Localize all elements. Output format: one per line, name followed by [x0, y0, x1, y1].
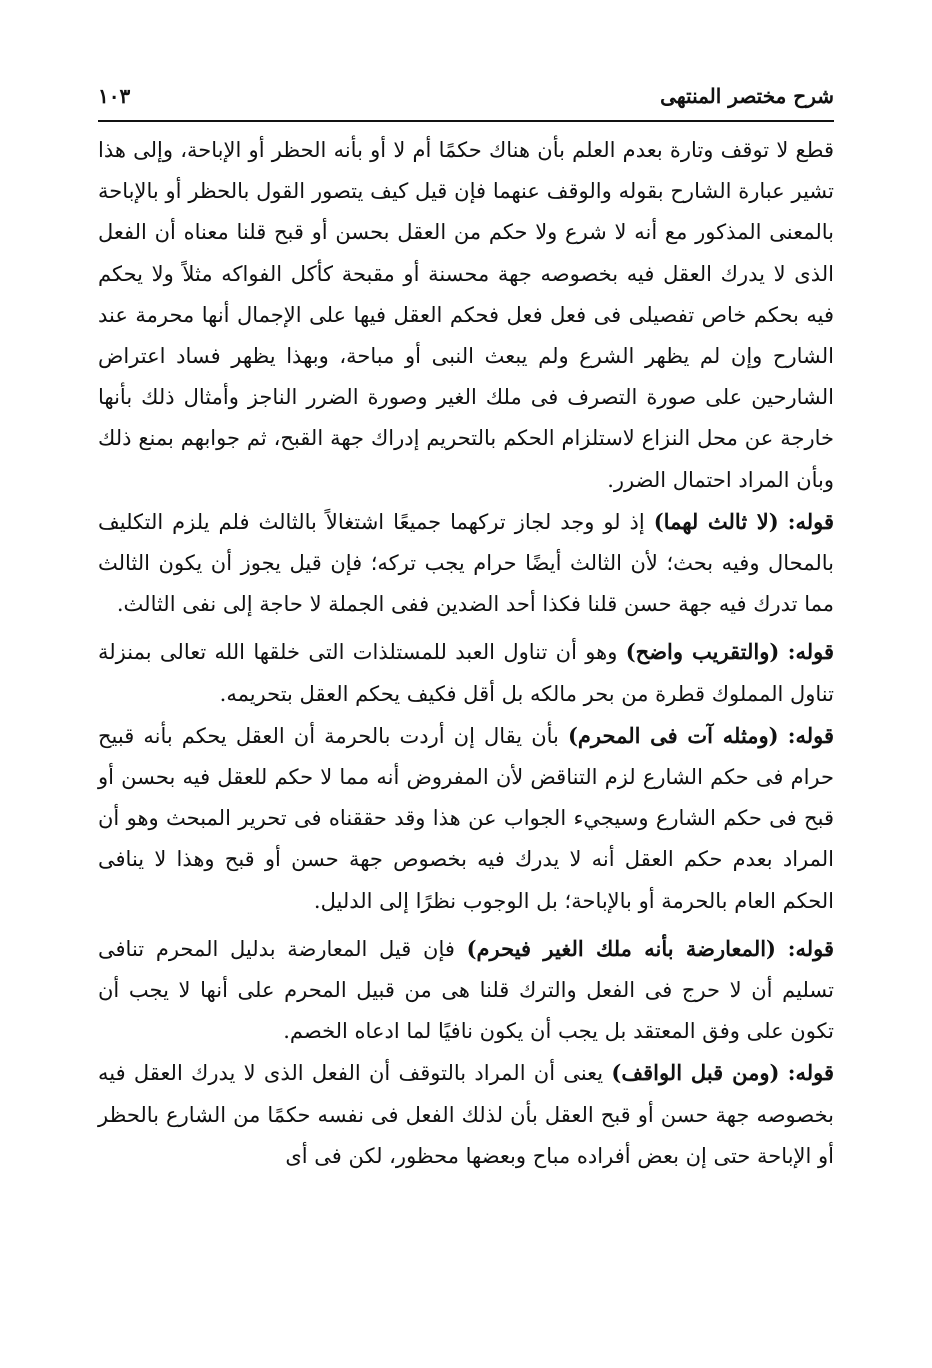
- paragraph: [98, 501, 834, 626]
- paragraph-text: يعنى أن المراد بالتوقف أن الفعل الذى لا يدرك العقل فيه بخصوصه جهة حسن أو قبح العقل بأن لذلك الفعل فى نفسه حكمًا من الشارع بالحظر أو الإباحة حتى إن بعض أفراده مباح وبعضها محظور، لكن فى أى: [98, 1061, 834, 1168]
- body-text: [98, 130, 834, 1177]
- header-title: شرح مختصر المنتهى: [660, 84, 834, 108]
- header-rule: [98, 120, 834, 122]
- paragraph-quote: (ومثله آت فى المحرم): [567, 722, 779, 748]
- paragraph-lead: قوله:: [787, 935, 834, 961]
- paragraph-lead: قوله:: [787, 722, 834, 748]
- paragraph-quote: (لا ثالث لهما): [653, 508, 779, 534]
- paragraph-lead: قوله:: [787, 508, 834, 534]
- paragraph: [98, 631, 834, 714]
- paragraph: [98, 1052, 834, 1177]
- paragraph-text: قطع لا توقف وتارة بعدم العلم بأن هناك حكمًا أم لا أو بأنه الحظر أو الإباحة، وإلى هذا تشير عبارة الشارح بقوله والوقف عنهما فإن قيل كيف يتصور القول بالحظر أو بالإباحة بالمعنى المذكور مع أنه لا شرع ولا حكم من العقل بحسن أو قبح قلنا معناه أن الفعل الذى لا يدرك العقل فيه بخصوصه جهة محسنة أو مقبحة كأكل الفواكه مثلاً ولا يحكم فيه بحكم خاص تفصيلى فى فعل فعل فحكم العقل فيها على الإجمال أنها محرمة عند الشارح وإن لم يظهر الشرع ولم يبعث النبى أو مباحة، وبهذا يظهر فساد اعتراض الشارحين على صورة التصرف فى ملك الغير وصورة الضرر الناجز وأمثال ذلك بأنها خارجة عن محل النزاع لاستلزام الحكم بالتحريم إدراك جهة القبح، ثم جوابهم بمنع ذلك وبأن المراد احتمال الضرر.: [98, 138, 834, 492]
- paragraph-lead: قوله:: [787, 639, 834, 665]
- paragraph: [98, 928, 834, 1053]
- paragraph-text: بأن يقال إن أردت بالحرمة أن العقل يحكم بأنه قبيح حرام فى حكم الشارع لزم التناقض لأن المفروض أنه مما لا حكم للعقل فيه بحسن أو قبح فى حكم الشارع وسيجيء الجواب عن هذا وقد حققناه فى تحرير المبحث وهو أن المراد بعدم حكم العقل أنه لا يدرك فيه بخصوص جهة حسن أو قبح وهذا لا ينافى الحكم العام بالحرمة أو بالإباحة؛ بل الوجوب نظرًا إلى الدليل.: [98, 723, 834, 913]
- paragraph-lead: قوله:: [787, 1060, 834, 1086]
- paragraph-text: إذ لو وجد لجاز تركهما جميعًا اشتغالاً بالثالث فلم يلزم التكليف بالمحال وفيه بحث؛ لأن الثالث أيضًا حرام يجب تركه؛ فإن قيل يجوز أن يكون الثالث مما تدرك فيه جهة حسن قلنا فكذا أحد الضدين ففى الجملة لا حاجة إلى نفى الثالث.: [98, 509, 834, 617]
- paragraph-text: وهو أن تناول العبد للمستلذات التى خلقها الله تعالى بمنزلة تناول المملوك قطرة من بحر مالكه بل أقل فكيف يحكم العقل بتحريمه.: [98, 640, 834, 706]
- running-header: [98, 80, 834, 120]
- page-number: ١٠٣: [98, 84, 131, 108]
- paragraph-text: فإن قيل المعارضة بدليل المحرم تنافى تسليم أن لا حرج فى الفعل والترك قلنا هى من قبيل المحرم على أنها لا يجب أن تكون على وفق المعتقد بل يجب أن يكون نافيًا لما ادعاه الخصم.: [98, 936, 834, 1044]
- paragraph-quote: (والتقريب واضح): [625, 639, 780, 665]
- paragraph-quote: (ومن قبل الواقف): [611, 1060, 780, 1086]
- paragraph: [98, 715, 834, 922]
- paragraph: [98, 130, 834, 501]
- paragraph-quote: (المعارضة بأنه ملك الغير فيحرم): [466, 935, 776, 961]
